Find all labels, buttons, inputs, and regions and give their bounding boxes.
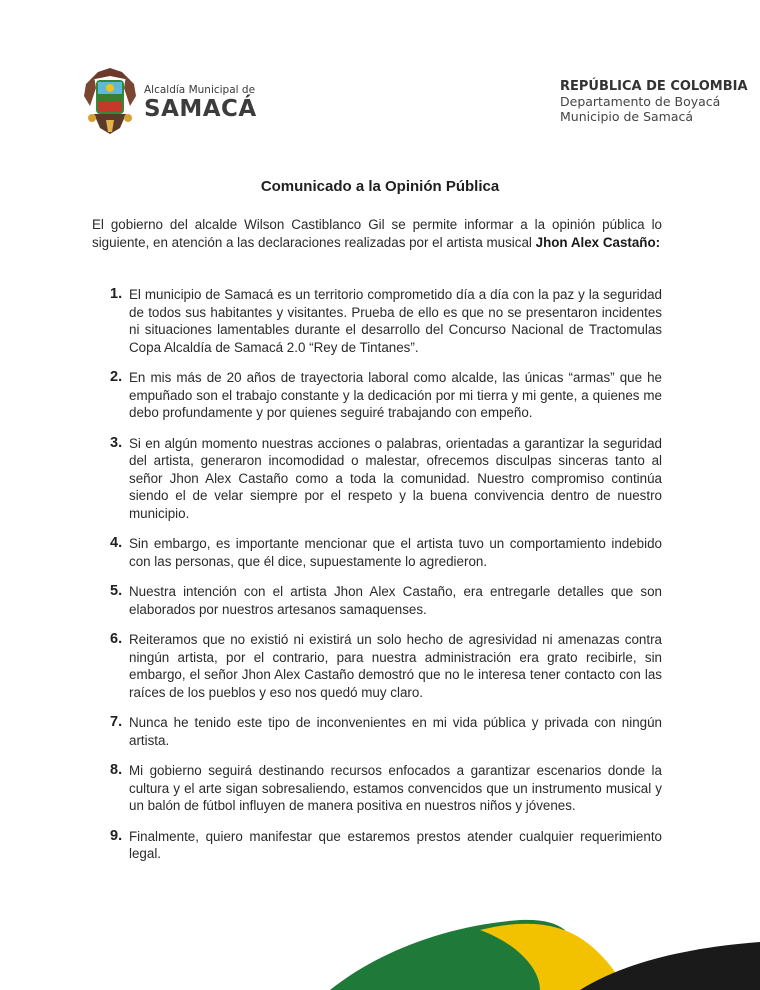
coat-of-arms-icon bbox=[80, 66, 140, 136]
list-item bbox=[92, 286, 662, 356]
item-number: 5. bbox=[110, 583, 123, 599]
item-text: Mi gobierno seguirá destinando recursos enfocados a garantizar escenarios donde la cultura y el arte sigan sobresaliendo, estamos convencidos que un instrumento musical y un balón de fútbol influyen de manera positiva en nuestros niños y jóvenes. bbox=[129, 763, 662, 813]
item-number: 8. bbox=[110, 762, 123, 778]
item-number: 1. bbox=[110, 286, 123, 302]
intro-paragraph bbox=[92, 216, 662, 251]
list-item bbox=[92, 714, 662, 749]
list-item bbox=[92, 631, 662, 701]
item-text: Finalmente, quiero manifestar que estaremos prestos atender cualquier requerimiento legal. bbox=[129, 828, 662, 861]
item-number: 6. bbox=[110, 631, 123, 647]
intro-text: El gobierno del alcalde Wilson Castiblanco Gil se permite informar a la opinión pública lo siguiente, en atención a las declaraciones realizadas por el artista musical bbox=[92, 217, 662, 250]
government-header bbox=[560, 79, 748, 124]
item-number: 2. bbox=[110, 369, 123, 385]
list-item bbox=[92, 762, 662, 815]
item-text: Nunca he tenido este tipo de inconvenientes en mi vida pública y privada con ningún artista. bbox=[129, 715, 662, 748]
item-number: 9. bbox=[110, 827, 123, 844]
list-item bbox=[92, 828, 662, 863]
logo-subtitle: Alcaldía Municipal de bbox=[144, 84, 256, 96]
item-number: 3. bbox=[110, 434, 123, 451]
item-text: El municipio de Samacá es un territorio comprometido día a día con la paz y la seguridad de todos sus habitantes y visitantes. Prueba de ello es que no se presentaron incidentes ni situaciones lamentables durante el desarrollo del Concurso Nacional de Tractomulas Copa Alcaldía de Samacá 2.0 “Rey de Tintanes”. bbox=[129, 287, 662, 355]
item-number: 7. bbox=[110, 714, 123, 730]
item-text: En mis más de 20 años de trayectoria laboral como alcalde, las únicas “armas” que he empuñado son el trabajo constante y la dedicación por mi tierra y mi gente, a quienes me debo profundamente y por quienes seguiré trabajando con empeño. bbox=[129, 370, 662, 420]
country-name: REPÚBLICA DE COLOMBIA bbox=[560, 79, 748, 94]
list-item bbox=[92, 583, 662, 618]
item-text: Reiteramos que no existió ni existirá un solo hecho de agresividad ni amenazas contra ningún artista, por el contrario, para nuestra administración era grato recibirle, sin embargo, el señor Jhon Alex Castaño demostró que no le interesa tener contacto con las raíces de los pueblos y eso nos quedó muy claro. bbox=[129, 632, 662, 700]
municipality-name: Municipio de Samacá bbox=[560, 109, 694, 124]
item-number: 4. bbox=[110, 535, 123, 551]
item-text: Nuestra intención con el artista Jhon Alex Castaño, era entregarle detalles que son elaborados por nuestros artesanos samaquenses. bbox=[129, 584, 662, 617]
department-name: Departamento de Boyacá bbox=[560, 94, 721, 109]
list-item bbox=[92, 435, 662, 523]
logo-name: SAMACÁ bbox=[144, 96, 257, 122]
list-item bbox=[92, 369, 662, 422]
statement-list bbox=[92, 286, 662, 876]
list-item bbox=[92, 535, 662, 570]
footer-swoosh-decoration bbox=[0, 890, 760, 990]
artist-name: Jhon Alex Castaño: bbox=[535, 234, 661, 250]
item-text: Si en algún momento nuestras acciones o palabras, orientadas a garantizar la seguridad del artista, generaron incomodidad o malestar, ofrecemos disculpas sinceras tanto al señor Jhon Alex Castaño como a toda la comunidad. Nuestro compromiso continúa siendo el de velar siempre por el respeto y la buena convivencia dentro de nuestro municipio. bbox=[129, 435, 662, 521]
document-title: Comunicado a la Opinión Pública bbox=[260, 178, 500, 195]
item-text: Sin embargo, es importante mencionar que el artista tuvo un comportamiento indebido con las personas, que él dice, supuestamente lo agredieron. bbox=[129, 536, 662, 569]
municipal-logo bbox=[80, 66, 280, 136]
